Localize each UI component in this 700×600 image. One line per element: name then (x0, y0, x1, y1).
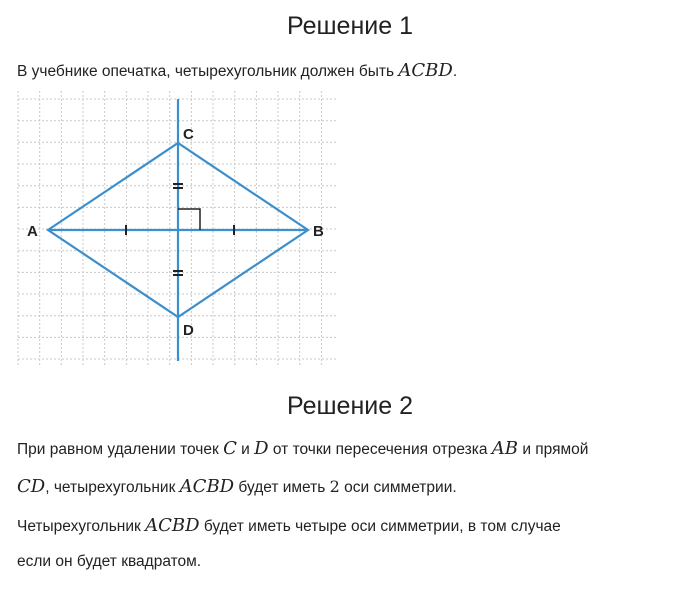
s2-p4: если он будет квадратом. (17, 553, 202, 570)
quad-acbd-math: ACBD (179, 476, 235, 497)
line-cd-math: CD (17, 476, 46, 497)
rhombus-figure (0, 85, 345, 370)
solution-1-heading: Решение 1 (287, 12, 413, 40)
solution-1-text-before: В учебнике опечатка, четырехугольник должен быть (17, 63, 399, 80)
solution-2-line-3 (17, 516, 561, 537)
solution-1-text-after: . (452, 63, 458, 80)
rhombus-lines (48, 99, 308, 361)
s2-p3-part1: Четырехугольник (17, 518, 146, 535)
point-label-b: B (313, 223, 324, 240)
quad-name-math: ACBD (398, 60, 453, 81)
right-angle-mark (178, 209, 200, 230)
s2-p1-and: и (236, 441, 255, 458)
solution-2-line-4 (17, 552, 201, 572)
point-d-math: D (254, 438, 269, 459)
segment-ab-math: AB (491, 438, 519, 459)
s2-p1-part3: и прямой (518, 441, 589, 458)
s2-p2-part1: , четырехугольник (45, 479, 180, 496)
solution-1-text (17, 61, 457, 82)
point-label-c: C (183, 126, 194, 143)
axes-count-math: 2 (329, 477, 340, 496)
s2-p1-part2: от точки пересечения отрезка (268, 441, 492, 458)
s2-p3-part2: будет иметь четыре оси симметрии, в том случае (199, 518, 561, 535)
point-c-math: C (223, 438, 237, 459)
solution-2-line-2 (17, 477, 457, 498)
s2-p1-part1: При равном удалении точек (17, 441, 224, 458)
s2-p2-part2: будет иметь (234, 479, 330, 496)
solution-2-heading: Решение 2 (287, 392, 413, 420)
point-label-d: D (183, 322, 194, 339)
s2-p2-part3: оси симметрии. (339, 479, 457, 496)
point-label-a: A (27, 223, 38, 240)
quad-acbd-math-2: ACBD (145, 515, 200, 536)
solution-2-line-1 (17, 439, 588, 460)
